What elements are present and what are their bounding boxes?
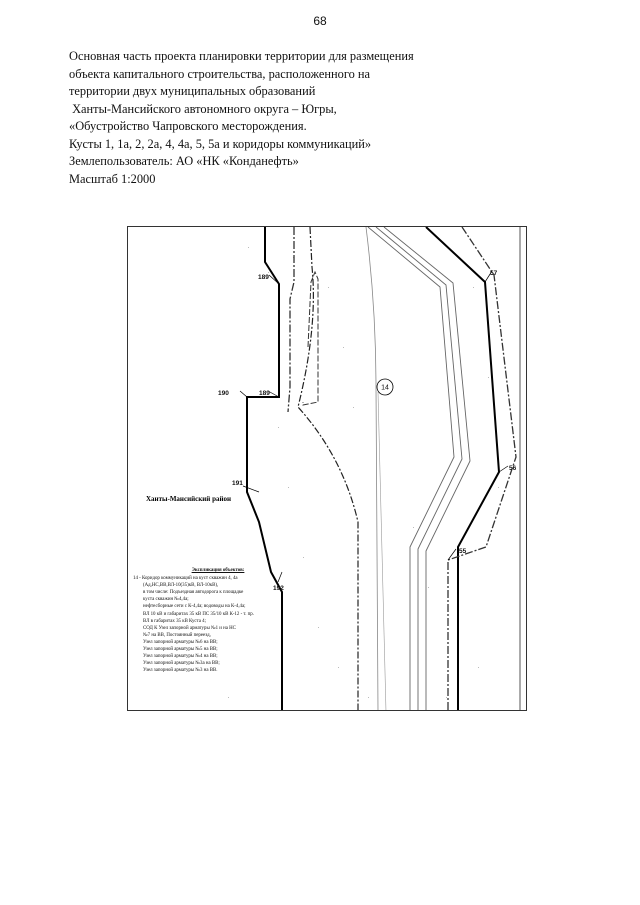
boundary-point-55: 55 bbox=[459, 548, 467, 555]
pipeline-line-1 bbox=[368, 227, 454, 711]
legend bbox=[133, 567, 283, 674]
road-edge bbox=[378, 392, 386, 711]
header-line: Ханты-Мансийского автономного округа – Югры, bbox=[69, 101, 337, 116]
legend-item: нефтесборные сети с К-4,4а; водоводы на К-4,4а; bbox=[143, 604, 246, 610]
leader-191 bbox=[243, 486, 259, 492]
corridor-boundary-left bbox=[288, 227, 294, 412]
header-line: Землепользователь: АО «НК «Конданефть» bbox=[69, 154, 299, 168]
corridor-boundary-thick-right bbox=[426, 227, 499, 711]
legend-item: СОД К Узел запорной арматуры №1 и на НС bbox=[143, 625, 236, 631]
legend-item: Узел запорной арматуры №3а на ВВ; bbox=[143, 661, 220, 667]
legend-item: куста скважин №4,4а; bbox=[143, 597, 189, 603]
legend-item: в том числе: Подъездная автодорога к площадке bbox=[143, 590, 244, 596]
legend-item: Узел запорной арматуры №3 на ВВ. bbox=[143, 668, 218, 674]
legend-item: №7 на ВВ, Постоянный переезд, bbox=[143, 632, 211, 638]
header-line: Основная часть проекта планировки территории для размещения bbox=[69, 49, 414, 63]
boundary-point-57: 57 bbox=[490, 270, 498, 277]
document-header bbox=[69, 48, 489, 188]
pipeline-line-2 bbox=[376, 227, 462, 711]
boundary-point-191: 191 bbox=[232, 480, 243, 487]
narrow-strip-boundary bbox=[303, 272, 318, 405]
boundary-point-56: 56 bbox=[509, 465, 517, 472]
legend-item: ВЛ 10 кВ и габаритах 35 кВ ПС 35/10 кВ К-12 - т. пр. bbox=[143, 611, 254, 617]
header-line: «Обустройство Чапровского месторождения. bbox=[69, 119, 307, 133]
legend-item: ВЛ в габаритах 35 кВ Куста 4; bbox=[143, 618, 206, 624]
corridor-boundary-center bbox=[298, 227, 358, 711]
leader-56 bbox=[499, 466, 508, 472]
legend-item: Узел запорной арматуры №5 на ВВ; bbox=[143, 647, 218, 653]
boundary-point-190: 190 bbox=[218, 390, 229, 397]
leader-190 bbox=[240, 391, 247, 397]
header-line: Масштаб 1:2000 bbox=[69, 171, 156, 186]
boundary-point-189: 189 bbox=[258, 274, 269, 281]
road-axis bbox=[366, 227, 378, 711]
legend-item: Узел запорной арматуры №6 на ВВ; bbox=[143, 639, 218, 645]
boundary-point-189: 189 bbox=[259, 390, 270, 397]
legend-title: Экспликация объектов: bbox=[191, 568, 245, 573]
legend-item: 14 - Коридор коммуникаций на куст скважин 4, 4а bbox=[133, 576, 238, 582]
legend-item: (Ад,НС,ВВ,ВЛ-10(35)кВ, ВЛ-10кВ), bbox=[143, 583, 219, 589]
header-line: территории двух муниципальных образований bbox=[69, 84, 316, 98]
planning-map bbox=[127, 226, 527, 711]
object-marker-number: 14 bbox=[381, 384, 389, 392]
header-line: Кусты 1, 1а, 2, 2а, 4, 4а, 5, 5а и коридоры коммуникаций» bbox=[69, 136, 372, 151]
district-label: Ханты-Мансийский район bbox=[146, 495, 232, 503]
legend-item: Узел запорной арматуры №4 на ВВ; bbox=[143, 654, 218, 660]
boundary-point-192: 192 bbox=[273, 585, 284, 592]
header-line: объекта капитального строительства, расположенного на bbox=[69, 66, 371, 81]
page-number: 68 bbox=[313, 14, 327, 28]
